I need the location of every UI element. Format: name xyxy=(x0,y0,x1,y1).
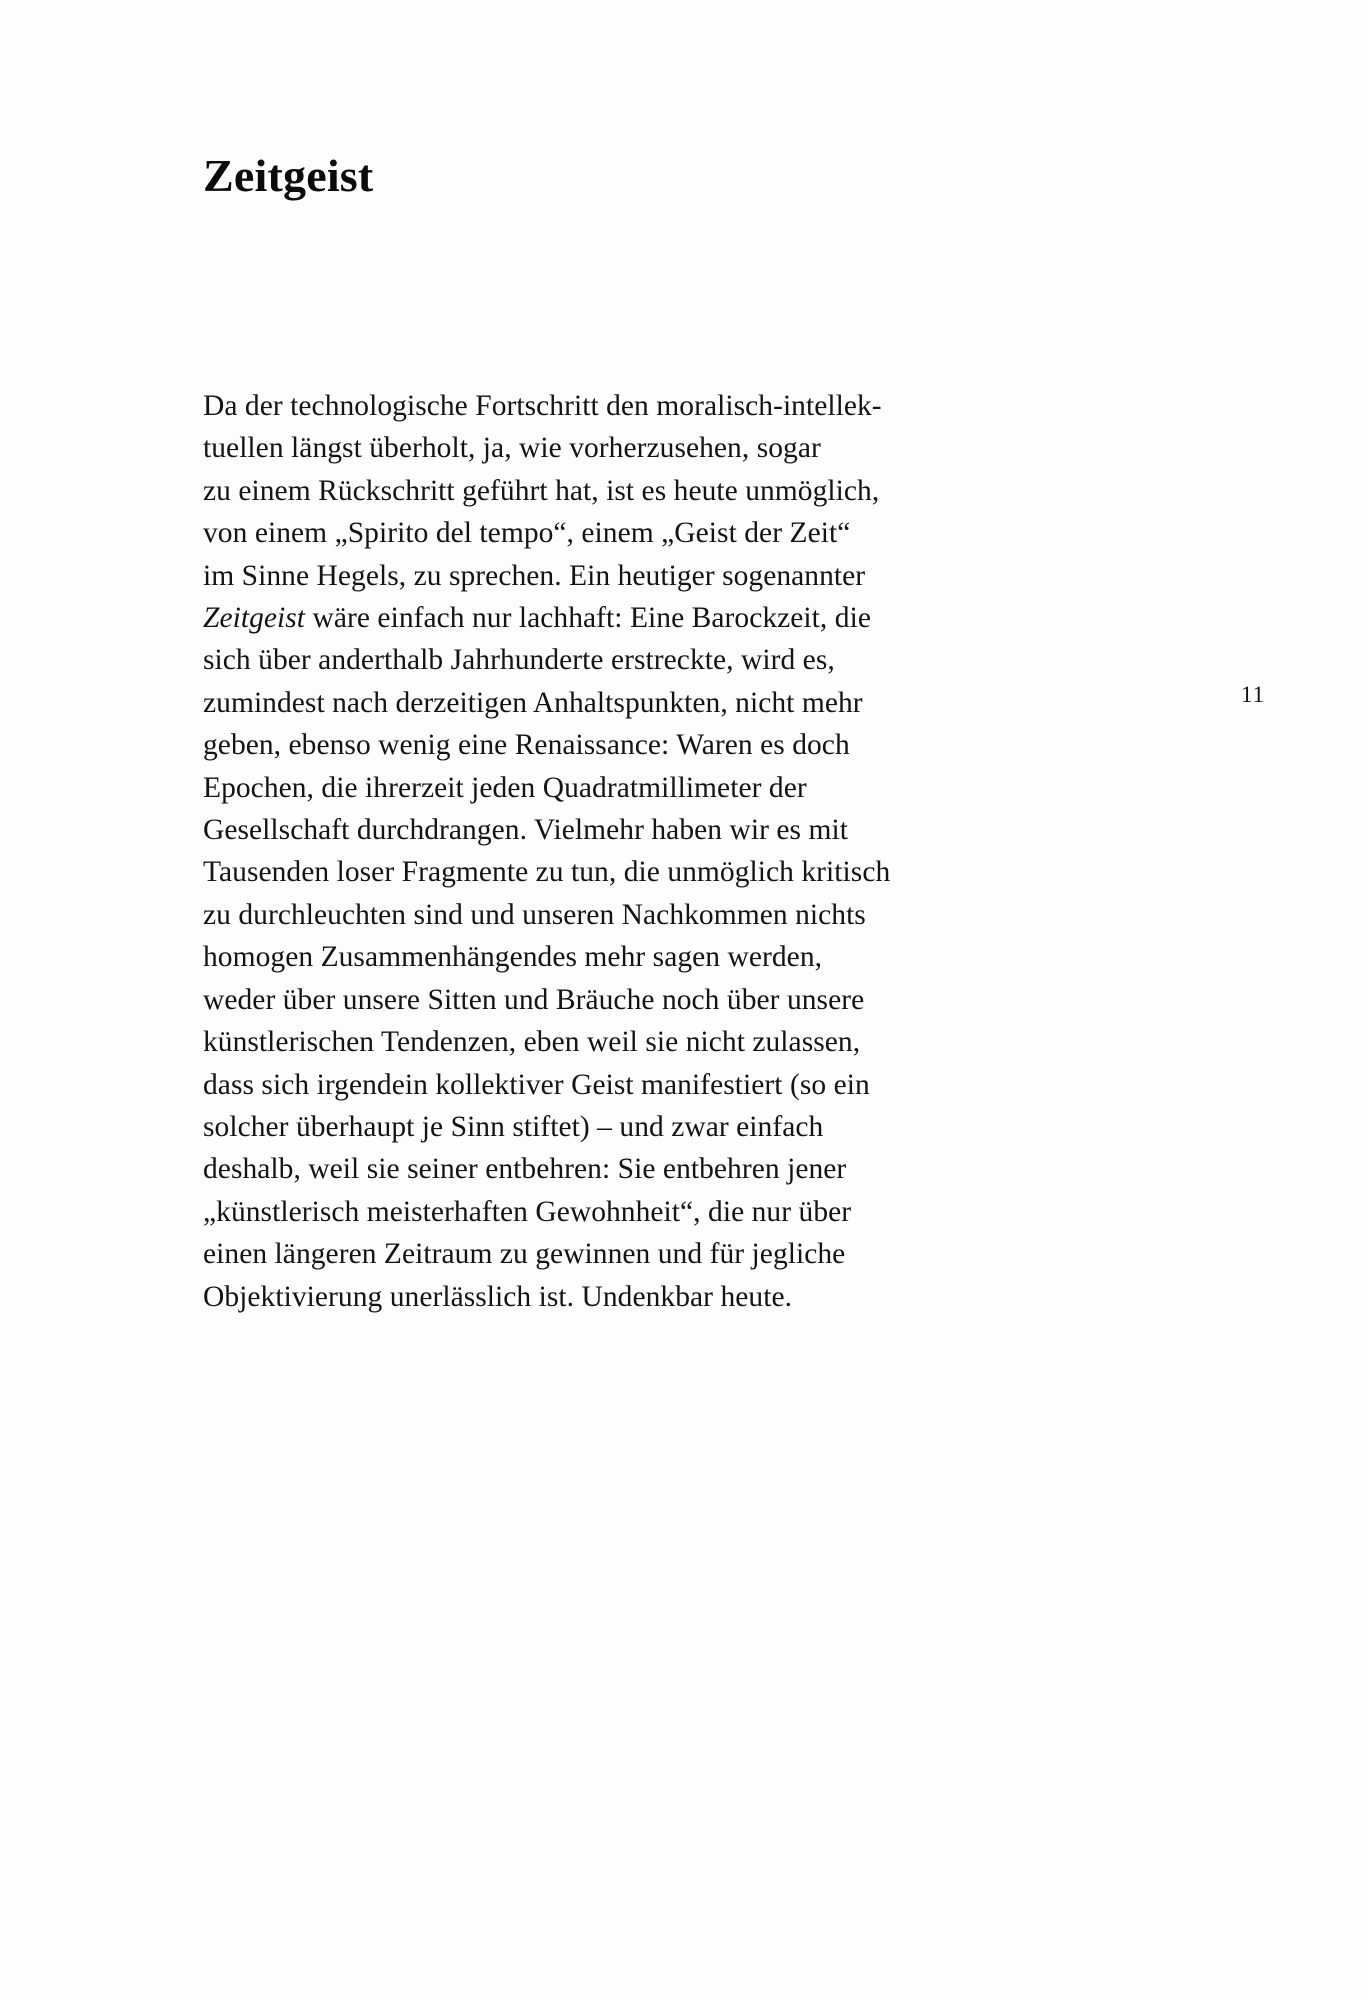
text-line: geben, ebenso wenig eine Renaissance: Waren es doch xyxy=(203,729,850,762)
text-line: tuellen längst überholt, ja, wie vorherzusehen, sogar xyxy=(203,432,821,465)
text-line: zu durchleuchten sind und unseren Nachkommen nichts xyxy=(203,898,866,931)
text-line: Objektivierung unerlässlich ist. Undenkbar heute. xyxy=(203,1280,793,1313)
text-line: homogen Zusammenhängendes mehr sagen werden, xyxy=(203,941,823,974)
page-number: 11 xyxy=(1241,682,1266,707)
text-line-remainder: wäre einfach nur lachhaft: Eine Barockzeit, die xyxy=(305,602,871,635)
text-line: dass sich irgendein kollektiver Geist manifestiert (so ein xyxy=(203,1068,870,1101)
text-line: weder über unsere Sitten und Bräuche noch über unsere xyxy=(203,983,865,1016)
italic-term: Zeitgeist xyxy=(203,602,306,635)
text-line: Epochen, die ihrerzeit jeden Quadratmillimeter der xyxy=(203,771,807,804)
text-line: von einem „Spirito del tempo“, einem „Geist der Zeit“ xyxy=(203,517,851,550)
text-line: Da der technologische Fortschritt den moralisch-intellek- xyxy=(203,390,882,422)
text-line: einen längeren Zeitraum zu gewinnen und für jegliche xyxy=(203,1238,846,1271)
text-line: künstlerischen Tendenzen, eben weil sie nicht zulassen, xyxy=(203,1026,861,1059)
page-title: Zeitgeist xyxy=(203,149,374,201)
text-line: „künstlerisch meisterhaften Gewohnheit“, die nur über xyxy=(203,1195,852,1228)
body-paragraph xyxy=(203,385,1203,1318)
text-line: Tausenden loser Fragmente zu tun, die unmöglich kritisch xyxy=(203,856,891,889)
text-line: zu einem Rückschritt geführt hat, ist es heute unmöglich, xyxy=(203,474,880,507)
text-line: solcher überhaupt je Sinn stiftet) – und zwar einfach xyxy=(203,1110,824,1143)
text-line: Gesellschaft durchdrangen. Vielmehr haben wir es mit xyxy=(203,814,848,847)
text-line-with-italic xyxy=(203,597,1203,639)
text-line: im Sinne Hegels, zu sprechen. Ein heutiger sogenannter xyxy=(203,559,866,592)
text-line: sich über anderthalb Jahrhunderte erstreckte, wird es, xyxy=(203,644,835,677)
text-line: zumindest nach derzeitigen Anhaltspunkten, nicht mehr xyxy=(203,686,863,719)
text-line: deshalb, weil sie seiner entbehren: Sie entbehren jener xyxy=(203,1153,847,1186)
